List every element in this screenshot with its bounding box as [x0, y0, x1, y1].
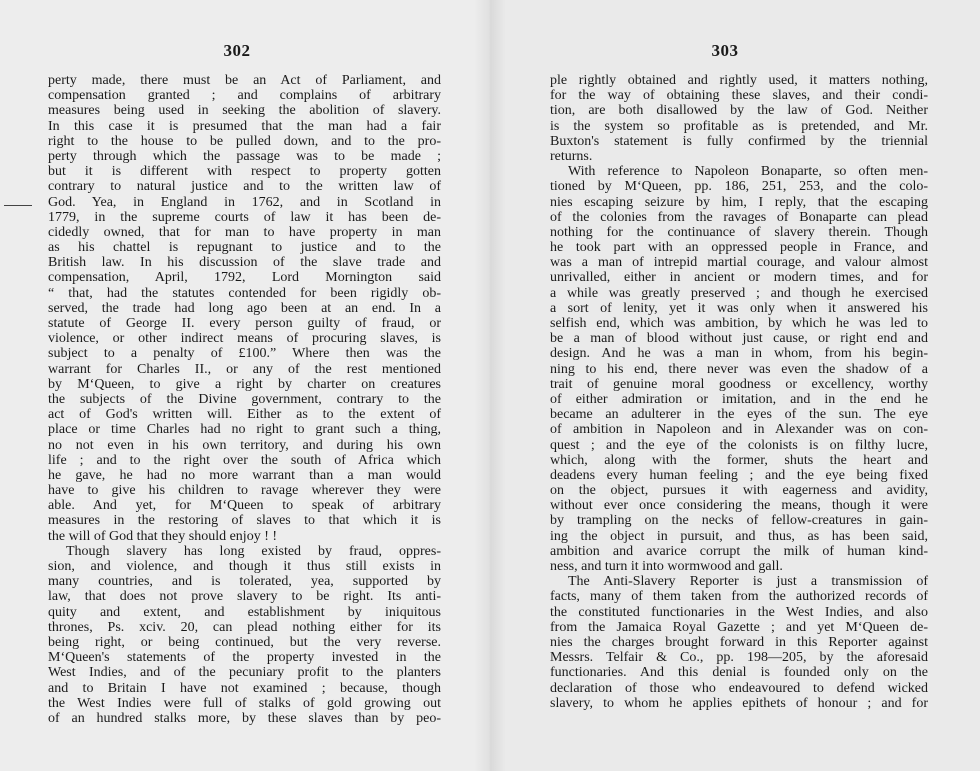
text-line: have to give his children to ravage wherever they were: [48, 483, 441, 499]
text-line: slavery, to whom he applies epithets of honour ; and for: [550, 695, 928, 711]
text-line: no not even in his own territory, and during his own: [48, 437, 441, 453]
text-line: the subjects of the Divine government, contrary to the: [48, 391, 441, 407]
text-line: ambition and avarice corrupt the milk of human kind-: [550, 543, 928, 559]
text-line: was a man of intrepid martial courage, and valour almost: [550, 255, 928, 271]
text-line: ing the object in pursuit, and thus, as has been said,: [550, 528, 928, 544]
text-line: by trampling on the necks of fellow-creatures in gain-: [550, 513, 928, 529]
text-line: West Indies, and of the pecuniary profit to the planters: [48, 665, 441, 681]
text-line: nothing for the continuance of slavery therein. Though: [550, 224, 928, 240]
text-line: statute of George II. every person guilty of fraud, or: [48, 316, 441, 331]
text-line: Messrs. Telfair & Co., pp. 198—205, by the aforesaid: [550, 650, 928, 666]
text-line: selfish end, which was ambition, by which he was led to: [550, 316, 928, 331]
text-line: be a man of blood without just cause, or right end and: [550, 331, 928, 347]
text-line: declaration of those who endeavoured to defend wicked: [550, 680, 928, 696]
text-line: act of God's written will. Either as to the extent of: [48, 407, 441, 423]
text-line: ning to his end, there never was even the shadow of a: [550, 361, 928, 377]
text-line: measures being used in seeking the abolition of slavery.: [48, 103, 441, 119]
text-line: as his chattel is repugnant to justice and to the: [48, 240, 441, 256]
text-line: warrant for Charles II., or any of the rest mentioned: [48, 361, 441, 377]
text-line: but it is different with respect to property gotten: [48, 164, 441, 180]
text-line: thrones, Ps. xciv. 20, can plead nothing either for its: [48, 619, 441, 635]
text-line: which, along with the former, shuts the heart and: [550, 452, 928, 468]
text-line: perty through which the passage was to be made ;: [48, 148, 441, 164]
text-line: 1779, in the supreme courts of law it has been de-: [48, 209, 441, 225]
text-line: for the way of obtaining these slaves, and their condi-: [550, 88, 928, 104]
right-page: [490, 0, 980, 771]
text-line: Though slavery has long existed by fraud, oppres-: [66, 543, 441, 559]
text-line: cidedly owned, that for man to have property in man: [48, 224, 441, 240]
text-line: is the system so profitable as is pretended, and Mr.: [550, 118, 928, 134]
text-line: the West Indies were full of stalks of gold growing out: [48, 695, 441, 711]
book-gutter: [474, 0, 506, 771]
page-number-left: 302: [223, 41, 251, 60]
text-line: M‘Queen's statements of the property invested in the: [48, 650, 441, 666]
text-line: compensation granted ; and complains of arbitrary: [48, 88, 441, 104]
text-line: a while was greatly preserved ; and though he exercised: [550, 285, 928, 301]
text-line: With reference to Napoleon Bonaparte, so often men-: [568, 164, 928, 180]
text-line: on the object, pursues it with eagerness and avidity,: [550, 483, 928, 499]
text-line: life ; and to the right over the south of Africa which: [48, 452, 441, 468]
text-line: deadens every human feeling ; and the eye being fixed: [550, 467, 928, 483]
text-line: quity and extent, and establishment by iniquitous: [48, 604, 441, 620]
text-line: he gave, he had no more warrant than a man would: [48, 467, 441, 483]
text-line: perty made, there must be an Act of Parliament, and: [48, 73, 441, 88]
margin-mark: [4, 205, 32, 206]
text-line: served, the trade had long ago been at an end. In a: [48, 300, 441, 316]
text-line: violence, or other indirect means of procuring slaves, is: [48, 331, 441, 347]
text-line: able. And yet, for M‘Queen to speak of arbitrary: [48, 498, 441, 514]
text-line: he took part with an oppressed people in France, and: [550, 240, 928, 256]
text-line: law, that does not prove slavery to be right. Its anti-: [48, 589, 441, 605]
text-line: the constituted functionaries in the West Indies, and also: [550, 604, 928, 620]
text-line: compensation, April, 1792, Lord Mornington said: [48, 270, 441, 286]
text-line: “ that, had the statutes contended for been rigidly ob-: [48, 285, 441, 301]
text-line: tioned by M‘Queen, pp. 186, 251, 253, and the colo-: [550, 179, 928, 195]
left-page-body: [48, 73, 441, 726]
text-line: unrivalled, either in ancient or modern times, and for: [550, 270, 928, 286]
text-line: design. And he was a man in whom, from his begin-: [550, 346, 928, 362]
right-page-body: [550, 73, 928, 711]
text-line: returns.: [550, 148, 593, 164]
text-line: God. Yea, in England in 1762, and in Scotland in: [48, 194, 441, 210]
text-line: nies escaping seizure by him, I reply, that the escaping: [550, 194, 928, 210]
text-line: Buxton's statement is fully confirmed by the triennial: [550, 133, 928, 149]
text-line: tion, are both disallowed by the law of God. Neither: [550, 103, 928, 119]
text-line: quest ; and the eye of the colonists is on filthy lucre,: [550, 437, 928, 453]
text-line: In this case it is presumed that the man had a fair: [48, 118, 441, 134]
text-line: subject to a penalty of £100.” Where then was the: [48, 346, 441, 362]
text-line: functionaries. And this denial is founded only on the: [550, 665, 928, 681]
text-line: of the colonies from the ravages of Bonaparte can plead: [550, 209, 928, 225]
text-line: ple rightly obtained and rightly used, it matters nothing,: [550, 73, 928, 88]
text-line: nies the charges brought forward in this Reporter against: [550, 634, 928, 650]
text-line: by M‘Queen, to give a right by charter on creatures: [48, 376, 441, 392]
text-line: trait of genuine moral goodness or excellency, worthy: [550, 376, 928, 392]
text-line: a sort of lenity, yet it was only when it answered his: [550, 300, 928, 316]
text-line: being right, or being continued, but the very reverse.: [48, 634, 441, 650]
text-line: right to the house to be pulled down, and to the pro-: [48, 133, 441, 149]
text-line: measures in the restoring of slaves to that which it is: [48, 513, 441, 529]
text-line: British law. In his discussion of the slave trade and: [48, 255, 441, 271]
text-line: facts, many of them taken from the authorized records of: [550, 589, 928, 605]
text-line: became an adulterer in the eyes of the sun. The eye: [550, 407, 928, 423]
text-line: of an hundred stalks more, by these slaves than by peo-: [48, 710, 441, 726]
text-line: of either admiration or imitation, and in the end he: [550, 391, 928, 407]
page-number-right: 303: [711, 41, 739, 60]
text-line: from the Jamaica Royal Gazette ; and yet M‘Queen de-: [550, 619, 928, 635]
text-line: The Anti-Slavery Reporter is just a transmission of: [568, 574, 928, 590]
text-line: ness, and turn it into wormwood and gall.: [550, 559, 783, 574]
text-line: sion, and violence, and though it thus still exists in: [48, 559, 441, 574]
text-line: the will of God that they should enjoy ! !: [48, 528, 278, 544]
text-line: of ambition in Napoleon and in Alexander was on con-: [550, 422, 928, 438]
text-line: place or time Charles had no right to grant such a thing,: [48, 422, 441, 438]
text-line: many countries, and is tolerated, yea, supported by: [48, 574, 441, 590]
text-line: without ever once considering the means, though it were: [550, 498, 928, 514]
text-line: and to Britain I have not examined ; because, though: [48, 680, 441, 696]
text-line: contrary to natural justice and to the written law of: [48, 179, 441, 195]
